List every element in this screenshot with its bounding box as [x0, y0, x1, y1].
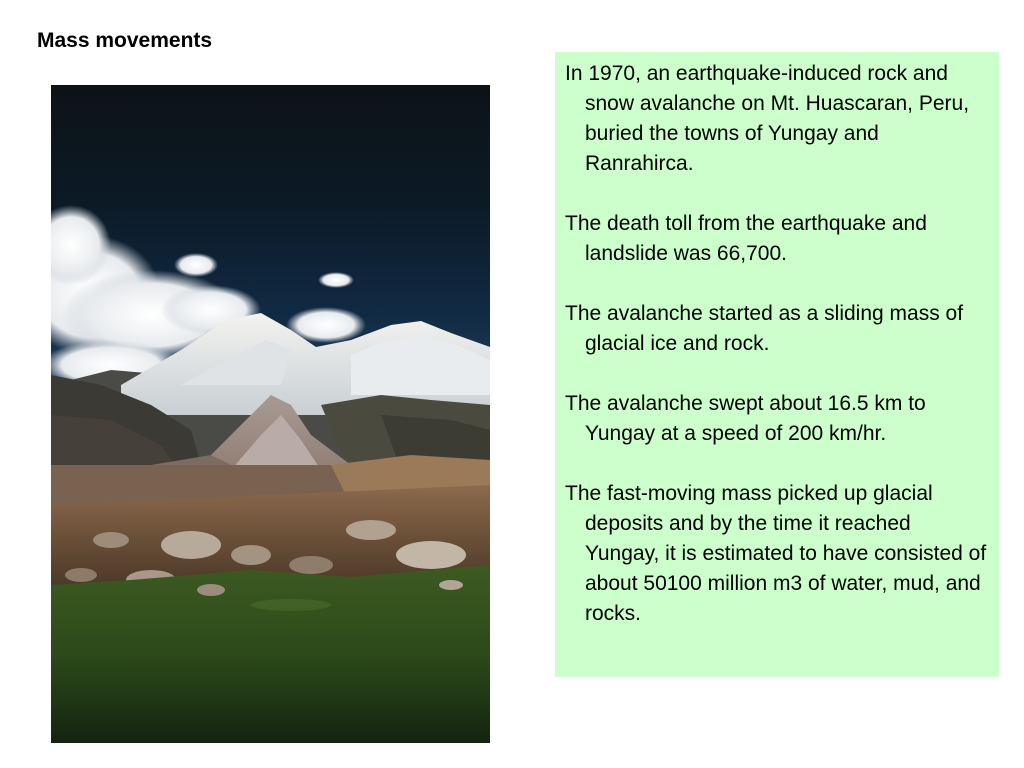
mountain-landscape-photo: [51, 85, 490, 743]
paragraph-2: The death toll from the earthquake and landslide was 66,700.: [565, 212, 927, 265]
paragraph-3: The avalanche started as a sliding mass of glacial ice and rock.: [565, 302, 964, 355]
photo-illustration: [51, 85, 490, 743]
paragraph-4: The avalanche swept about 16.5 km to Yungay at a speed of 200 km/hr.: [565, 392, 926, 445]
paragraph-5: The fast-moving mass picked up glacial deposits and by the time it reached Yungay, it is estimated to have consisted of about 50100 million m3 of water, mud, and rocks.: [565, 482, 987, 625]
slide-title: Mass movements: [37, 29, 213, 52]
info-text-box: [555, 52, 999, 677]
paragraph-1: In 1970, an earthquake-induced rock and snow avalanche on Mt. Huascaran, Peru, buried the towns of Yungay and Ranrahirca.: [565, 62, 970, 175]
